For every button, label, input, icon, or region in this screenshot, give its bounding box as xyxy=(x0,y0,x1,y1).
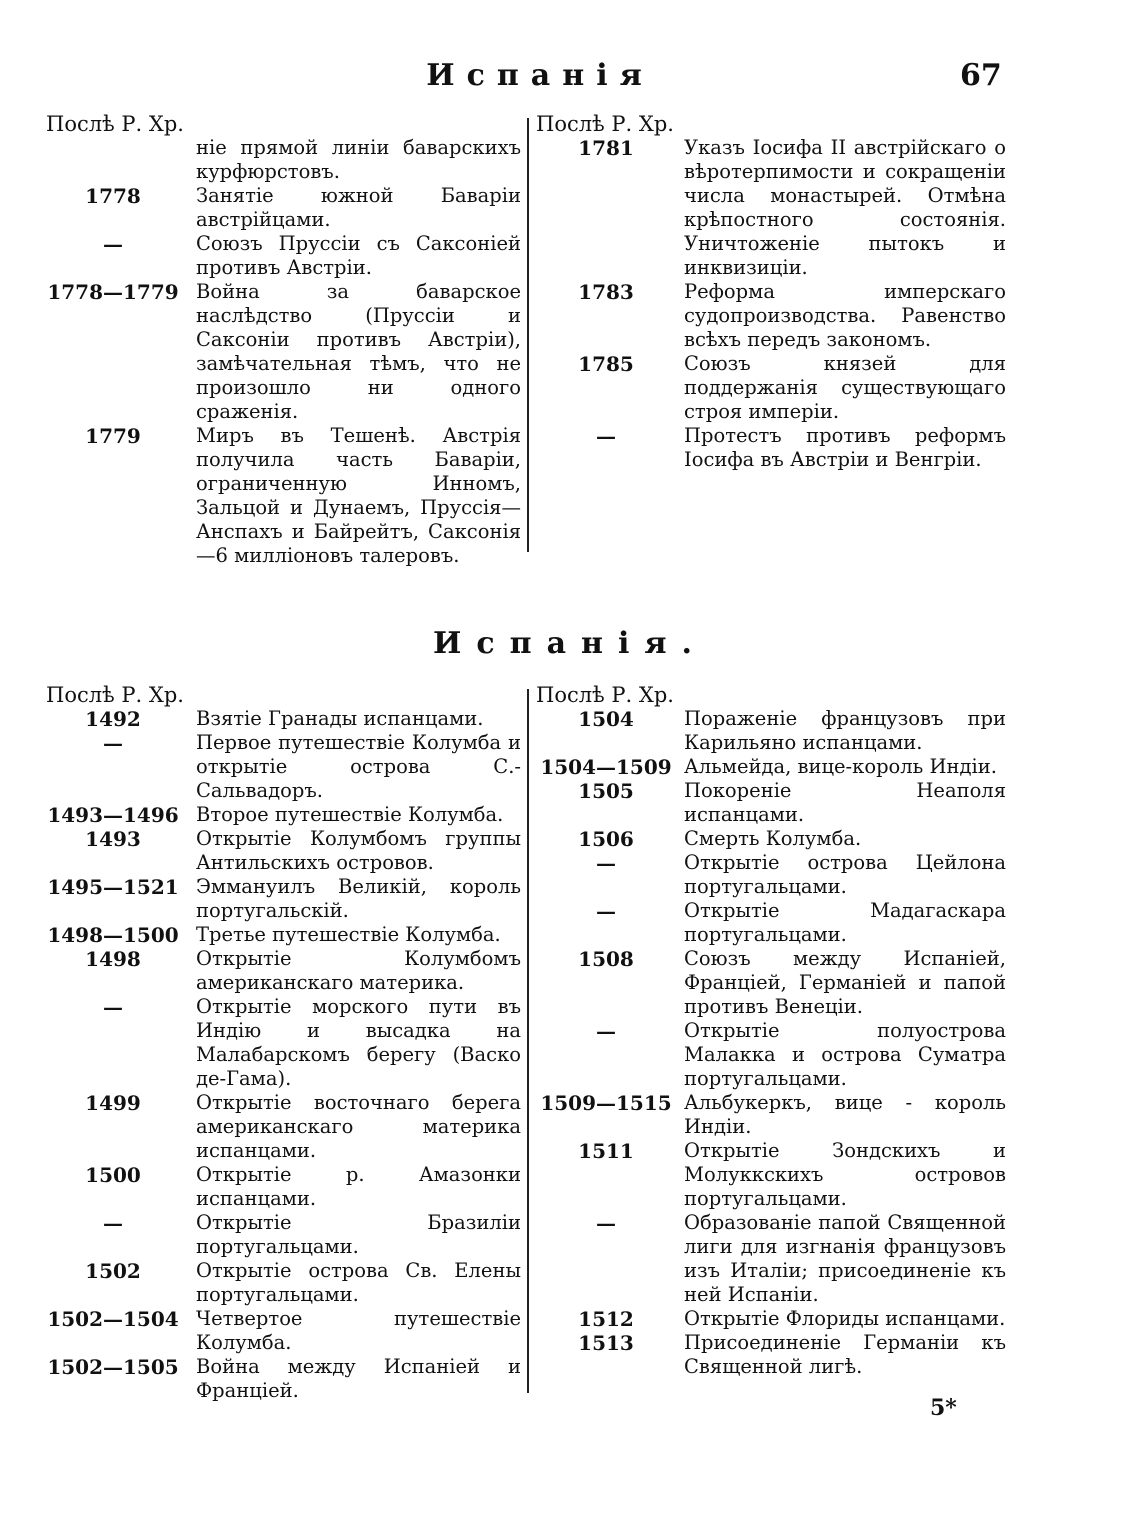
entry-text: Реформа имперскаго судопроизводства. Равенство всѣхъ передъ закономъ. xyxy=(684,280,1006,351)
entry-year: — xyxy=(103,995,123,1019)
signature-mark: 5* xyxy=(930,1395,957,1421)
entry-text: Война между Испаніей и Франціей. xyxy=(196,1355,521,1402)
section-title: Испанія. xyxy=(433,626,707,661)
entry-year: 1778—1779 xyxy=(47,280,179,304)
chronology-entry xyxy=(46,947,521,995)
entry-text: Эммануилъ Великій, король португальскій. xyxy=(196,875,521,922)
entry-text: Второе путешествіе Колумба. xyxy=(196,803,504,826)
entry-year: 1502 xyxy=(85,1259,141,1283)
chronology-entry xyxy=(536,1211,1006,1307)
entry-year: 1504 xyxy=(578,707,634,731)
chronology-entry xyxy=(46,1355,521,1403)
top-left-column xyxy=(46,112,521,567)
entry-text: Союзъ Пруссіи съ Саксоніей противъ Австріи. xyxy=(196,232,521,279)
entry-year: 1498—1500 xyxy=(47,923,179,947)
entry-text: Занятіе южной Баваріи австрійцами. xyxy=(196,184,521,231)
entry-year: 1502—1505 xyxy=(47,1355,179,1379)
entry-text: Протестъ противъ реформъ Іосифа въ Австріи и Венгріи. xyxy=(684,424,1006,471)
column-heading: Послѣ Р. Хр. xyxy=(536,683,674,707)
chronology-entry xyxy=(46,1091,521,1163)
chronology-entry xyxy=(536,851,1006,899)
entry-text: Открытіе Колумбомъ группы Антильскихъ островов. xyxy=(196,827,521,874)
entry-year: 1506 xyxy=(578,827,634,851)
chronology-entry xyxy=(536,1331,1006,1379)
entry-text: Присоединеніе Германіи къ Священной лигѣ. xyxy=(684,1331,1006,1378)
entry-year: — xyxy=(103,232,123,256)
entry-text: Открытіе Зондскихъ и Молуккскихъ островов португальцами. xyxy=(684,1139,1006,1210)
chronology-entry xyxy=(46,803,521,827)
entry-year: 1500 xyxy=(85,1163,141,1187)
chronology-entry xyxy=(46,184,521,232)
chronology-entry xyxy=(46,731,521,803)
entry-year: 1778 xyxy=(85,184,141,208)
entry-year: — xyxy=(596,1019,616,1043)
entry-year: 1504—1509 xyxy=(540,755,672,779)
entry-year: 1492 xyxy=(85,707,141,731)
entry-text: Указъ Іосифа II австрійскаго о вѣротерпимости и сокращеніи числа монастырей. Отмѣна крѣпостного состоянія. Уничтоженіе пытокъ и инквизиціи. xyxy=(684,136,1006,279)
entry-text: Покореніе Неаполя испанцами. xyxy=(684,779,1006,826)
running-head xyxy=(0,58,1140,98)
entry-year: 1498 xyxy=(85,947,141,971)
entry-text: Открытіе острова Св. Елены португальцами. xyxy=(196,1259,521,1306)
entry-year: 1502—1504 xyxy=(47,1307,179,1331)
entry-text: Открытіе восточнаго берега американскаго материка испанцами. xyxy=(196,1091,521,1162)
entry-text: Третье путешествіе Колумба. xyxy=(196,923,501,946)
entry-text: Открытіе полуострова Малакка и острова Суматра португальцами. xyxy=(684,1019,1006,1090)
chronology-entry xyxy=(536,899,1006,947)
bottom-section xyxy=(40,683,1010,1402)
chronology-entry xyxy=(46,424,521,568)
entry-year: — xyxy=(596,899,616,923)
entry-text: ніе прямой линіи баварскихъ курфюрстовъ. xyxy=(196,136,521,183)
entry-year: 1505 xyxy=(578,779,634,803)
entry-year: 1493 xyxy=(85,827,141,851)
chronology-entry xyxy=(46,827,521,875)
column-heading: Послѣ Р. Хр. xyxy=(46,683,184,707)
column-divider xyxy=(527,689,529,1393)
entry-text: Открытіе Флориды испанцами. xyxy=(684,1307,1006,1330)
entry-text: Смерть Колумба. xyxy=(684,827,862,850)
chronology-entry xyxy=(536,779,1006,827)
entry-text: Союзъ между Испаніей, Франціей, Германіей и папой противъ Венеціи. xyxy=(684,947,1006,1018)
entry-text: Открытіе р. Амазонки испанцами. xyxy=(196,1163,521,1210)
entry-year: 1511 xyxy=(578,1139,634,1163)
chronology-entry xyxy=(536,352,1006,424)
entry-text: Четвертое путешествіе Колумба. xyxy=(196,1307,521,1354)
entry-year: 1781 xyxy=(578,136,634,160)
entry-year: 1493—1496 xyxy=(47,803,179,827)
chronology-entry xyxy=(536,827,1006,851)
entry-year: 1508 xyxy=(578,947,634,971)
chronology-entry xyxy=(46,1163,521,1211)
entry-text: Открытіе морского пути въ Индію и высадка на Малабарскомъ берегу (Васко де-Гама). xyxy=(196,995,521,1090)
chronology-entry xyxy=(46,923,521,947)
entry-year: — xyxy=(596,1211,616,1235)
chronology-entry xyxy=(536,947,1006,1019)
entry-text: Союзъ князей для поддержанія существующаго строя имперіи. xyxy=(684,352,1006,423)
chronology-entry xyxy=(46,1307,521,1355)
entry-year: — xyxy=(596,424,616,448)
entry-text: Альмейда, вице-король Индіи. xyxy=(684,755,997,778)
top-section xyxy=(40,112,1010,567)
chronology-entry xyxy=(46,1259,521,1307)
entry-text: Пораженіе французовъ при Карильяно испанцами. xyxy=(684,707,1006,754)
entry-text: Открытіе Бразиліи португальцами. xyxy=(196,1211,521,1258)
entry-year: 1509—1515 xyxy=(540,1091,672,1115)
chronology-entry xyxy=(536,136,1006,280)
chronology-entry xyxy=(46,280,521,424)
entry-text: Открытіе Мадагаскара португальцами. xyxy=(684,899,1006,946)
entry-year: — xyxy=(103,1211,123,1235)
chronology-entry xyxy=(536,1019,1006,1091)
entry-year: 1783 xyxy=(578,280,634,304)
entry-year: 1495—1521 xyxy=(47,875,179,899)
top-right-column xyxy=(536,112,1006,552)
bottom-right-column xyxy=(536,683,1006,1393)
chronology-entry xyxy=(536,755,1006,779)
entry-text: Открытіе Колумбомъ американскаго материка. xyxy=(196,947,521,994)
chronology-entry xyxy=(536,707,1006,755)
entry-year: 1513 xyxy=(578,1331,634,1355)
entry-text: Открытіе острова Цейлона португальцами. xyxy=(684,851,1006,898)
entry-text: Альбукеркъ, вице - король Индіи. xyxy=(684,1091,1006,1138)
entry-text: Первое путешествіе Колумба и открытіе острова С.-Сальвадоръ. xyxy=(196,731,521,802)
chronology-entry xyxy=(46,875,521,923)
entry-year: — xyxy=(596,851,616,875)
entry-year: 1785 xyxy=(578,352,634,376)
entry-text: Взятіе Гранады испанцами. xyxy=(196,707,484,730)
chronology-entry xyxy=(536,280,1006,352)
chronology-entry xyxy=(46,1211,521,1259)
chronology-entry xyxy=(536,424,1006,472)
column-divider xyxy=(527,118,529,552)
chronology-entry xyxy=(46,136,521,184)
page-number: 67 xyxy=(960,58,1002,93)
chronology-entry xyxy=(46,707,521,731)
chronology-entry xyxy=(536,1139,1006,1211)
chronology-entry xyxy=(46,232,521,280)
entry-text: Образованіе папой Священной лиги для изгнанія французовъ изъ Италіи; присоединеніе къ ней Испаніи. xyxy=(684,1211,1006,1306)
entry-year: 1499 xyxy=(85,1091,141,1115)
chronology-entry xyxy=(46,995,521,1091)
entry-text: Война за баварское наслѣдство (Пруссіи и Саксоніи противъ Австріи), замѣчательная тѣмъ, что не произошло ни одного сраженія. xyxy=(196,280,521,423)
bottom-left-column xyxy=(46,683,521,1402)
chronology-entry xyxy=(536,1307,1006,1331)
column-heading: Послѣ Р. Хр. xyxy=(536,112,674,136)
entry-text: Миръ въ Тешенѣ. Австрія получила часть Баваріи, ограниченную Инномъ, Зальцой и Дунаемъ, Пруссія—Анспахъ и Байрейтъ, Саксонія—6 милліоновъ талеровъ. xyxy=(196,424,521,567)
running-title: Испанія xyxy=(426,58,654,93)
column-heading: Послѣ Р. Хр. xyxy=(46,112,184,136)
entry-year: 1779 xyxy=(85,424,141,448)
entry-year: 1512 xyxy=(578,1307,634,1331)
chronology-entry xyxy=(536,1091,1006,1139)
entry-year: — xyxy=(103,731,123,755)
